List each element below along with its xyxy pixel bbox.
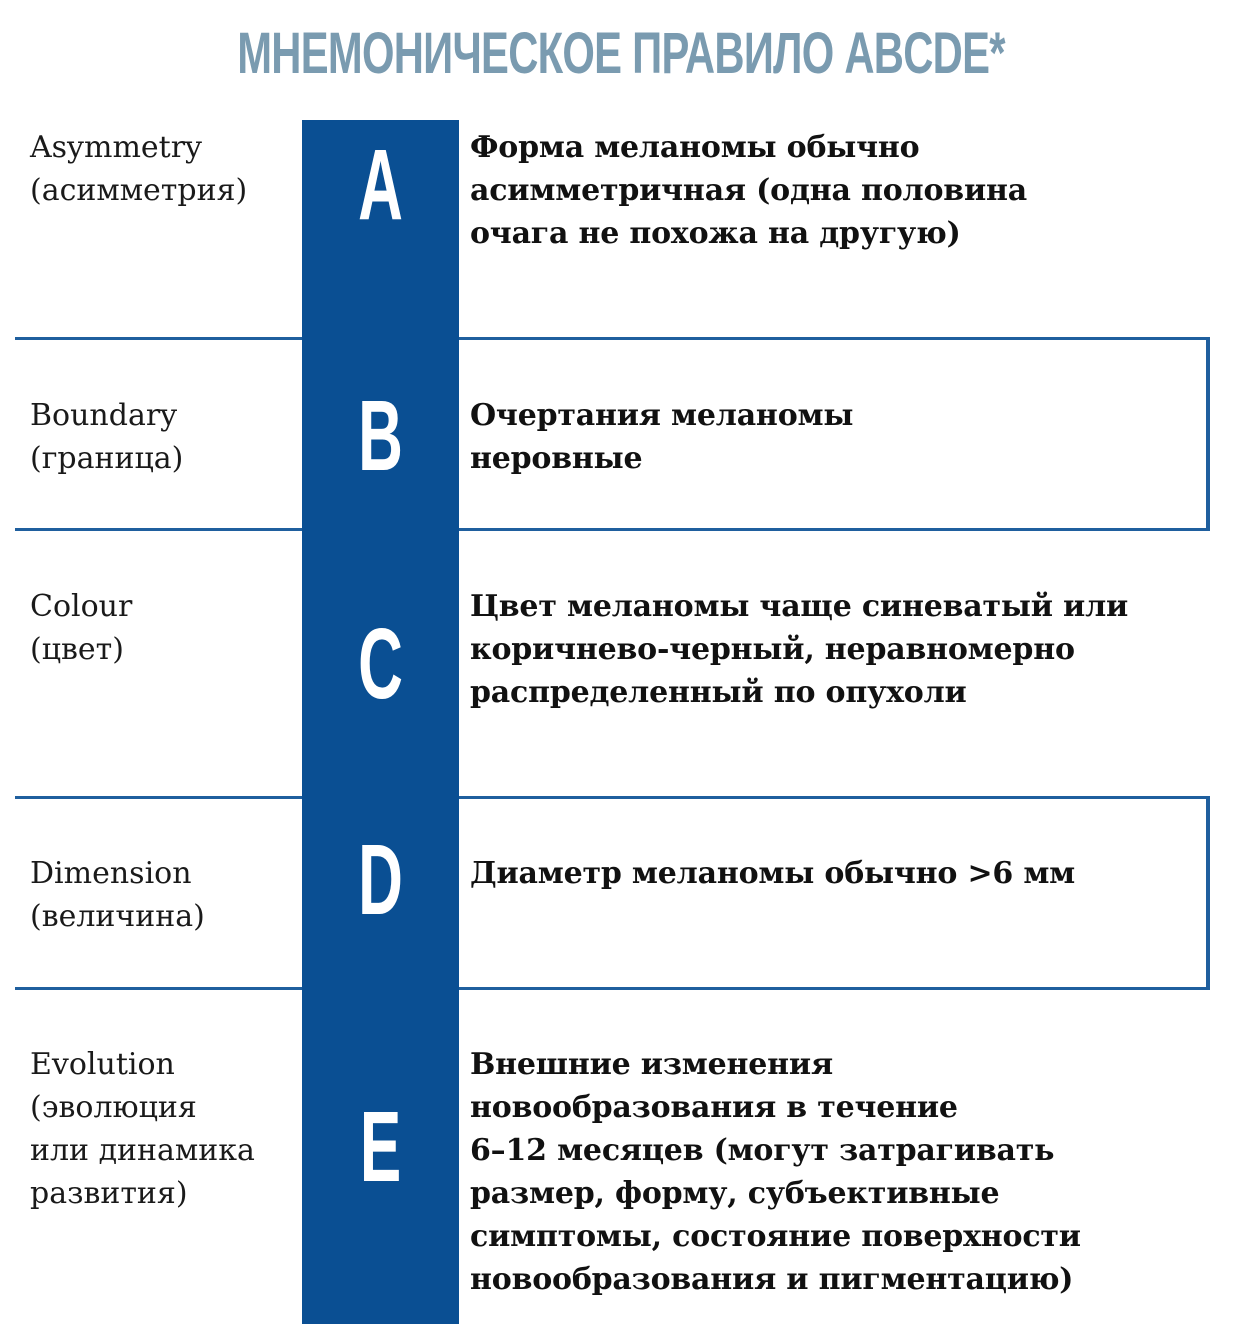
description-boundary: Очертания меланомы неровные	[470, 398, 854, 476]
letter-d: D	[358, 824, 403, 936]
row-divider-bc-right	[459, 528, 1210, 531]
description-colour: Цвет меланомы чаще синеватый или коричнево-черный, неравномерно распределенный по опухоли	[470, 589, 1129, 710]
term-evolution: Evolution (эволюция или динамика развития)	[30, 1047, 255, 1211]
letter-e: E	[359, 1091, 402, 1203]
row-divider-cd-right	[459, 796, 1210, 799]
row-divider-bc-left	[15, 528, 302, 531]
term-colour: Colour (цвет)	[30, 589, 133, 667]
description-dimension: Диаметр меланомы обычно >6 мм	[470, 856, 1076, 891]
description-asymmetry: Форма меланомы обычно асимметричная (одна половина очага не похожа на другую)	[470, 130, 1028, 251]
row-divider-ab-right	[459, 337, 1210, 340]
term-dimension: Dimension (величина)	[30, 856, 205, 934]
row-divider-de-left	[15, 987, 302, 990]
row-divider-cd-left	[15, 796, 302, 799]
row-divider-de-right	[459, 987, 1210, 990]
letter-c: C	[358, 608, 403, 720]
term-boundary: Boundary (граница)	[30, 398, 184, 476]
term-asymmetry: Asymmetry (асимметрия)	[30, 130, 248, 208]
letter-a: A	[358, 129, 403, 241]
letter-b: B	[358, 380, 403, 492]
description-evolution: Внешние изменения новообразования в течение 6–12 месяцев (могут затрагивать размер, форму, субъективные симптомы, состояние поверхности новообразования и пигментацию)	[470, 1047, 1081, 1297]
row-divider-ab-left	[15, 337, 302, 340]
page-title: МНЕМОНИЧЕСКОЕ ПРАВИЛО ABCDE*	[237, 21, 1005, 86]
